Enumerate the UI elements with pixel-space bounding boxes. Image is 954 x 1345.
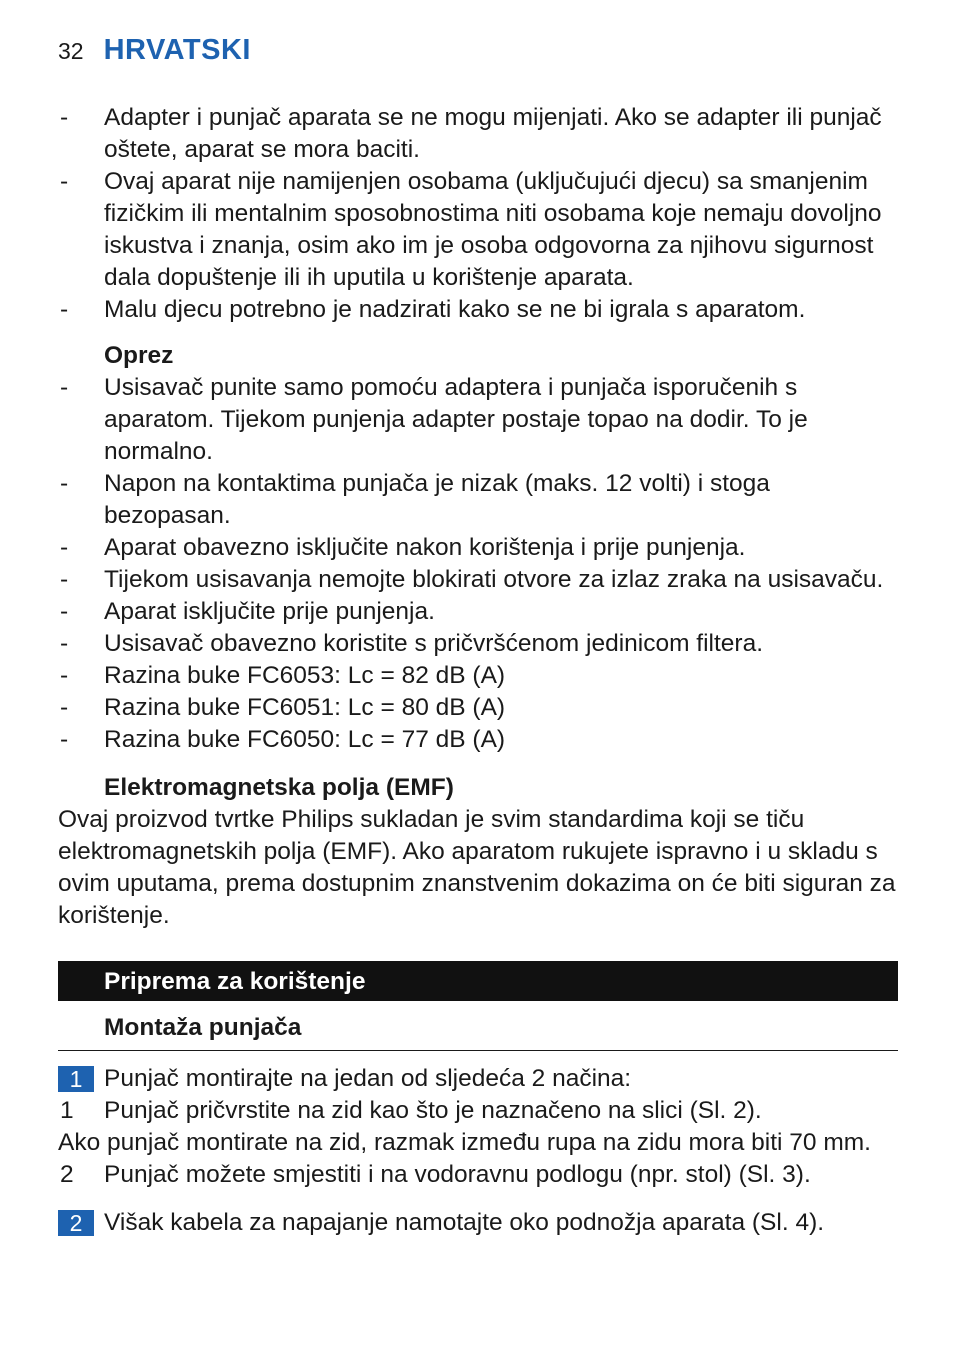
- page-number: 32: [58, 38, 84, 64]
- caution-heading: Oprez: [104, 342, 174, 369]
- warning-item: - Ovaj aparat nije namijenjen osobama (uključujući djecu) sa smanjenim fizičkim ili mentalnim sposobnostima niti osobama koje nemaju dovoljno iskustva i znanja, osim ako im je osoba odgovorna za njihovu sigurnost dala dopuštenje ili ih uputila u korištenje aparata.: [58, 166, 898, 294]
- substep-text: Punjač pričvrstite na zid kao što je naznačeno na slici (Sl. 2).: [104, 1097, 762, 1124]
- substep-number: 2: [60, 1161, 74, 1188]
- wall-mount-note: Ako punjač montirate na zid, razmak između rupa na zidu mora biti 70 mm.: [58, 1129, 871, 1156]
- step-text: Punjač montirajte na jedan od sljedeća 2 načina:: [104, 1065, 632, 1092]
- substep-1: [58, 1095, 898, 1127]
- page-content: [58, 102, 898, 1239]
- caution-item: - Usisavač obavezno koristite s pričvršćenom jedinicom filtera.: [58, 628, 898, 660]
- caution-item: - Aparat obavezno isključite nakon korištenja i prije punjenja.: [58, 532, 898, 564]
- step-number-badge: 2: [58, 1210, 94, 1236]
- emf-heading: Elektromagnetska polja (EMF): [104, 774, 454, 801]
- warning-item: - Malu djecu potrebno je nadzirati kako se ne bi igrala s aparatom.: [58, 294, 898, 326]
- subsection-heading: Montaža punjača: [58, 1012, 898, 1051]
- warning-item: - Adapter i punjač aparata se ne mogu mijenjati. Ako se adapter ili punjač oštete, aparat se mora baciti.: [58, 102, 898, 166]
- caution-item: - Razina buke FC6050: Lc = 77 dB (A): [58, 724, 898, 756]
- substep-2: [58, 1159, 898, 1191]
- step-text: Višak kabela za napajanje namotajte oko podnožja aparata (Sl. 4).: [104, 1209, 825, 1236]
- caution-item: - Aparat isključite prije punjenja.: [58, 596, 898, 628]
- step-1: [58, 1063, 898, 1095]
- step-number-badge: 1: [58, 1066, 94, 1092]
- substep-text: Punjač možete smjestiti i na vodoravnu podlogu (npr. stol) (Sl. 3).: [104, 1161, 811, 1188]
- page-header: [58, 34, 251, 74]
- emf-paragraph: Ovaj proizvod tvrtke Philips sukladan je svim standardima koji se tiču elektromagnetskih polja (EMF). Ako aparatom rukujete ispravno i u skladu s ovim uputama, prema dostupnim znanstvenim dokazima on će biti siguran za korištenje.: [58, 806, 896, 929]
- substep-number: 1: [60, 1097, 74, 1124]
- section-title-bar: Priprema za korištenje: [58, 961, 898, 1001]
- caution-item: - Razina buke FC6051: Lc = 80 dB (A): [58, 692, 898, 724]
- language-title: HRVATSKI: [103, 34, 251, 66]
- caution-item: - Usisavač punite samo pomoću adaptera i punjača isporučenih s aparatom. Tijekom punjenja adapter postaje topao na dodir. To je normalno.: [58, 372, 898, 468]
- step-2: [58, 1207, 898, 1239]
- caution-item: - Napon na kontaktima punjača je nizak (maks. 12 volti) i stoga bezopasan.: [58, 468, 898, 532]
- caution-item: - Razina buke FC6053: Lc = 82 dB (A): [58, 660, 898, 692]
- caution-item: - Tijekom usisavanja nemojte blokirati otvore za izlaz zraka na usisavaču.: [58, 564, 898, 596]
